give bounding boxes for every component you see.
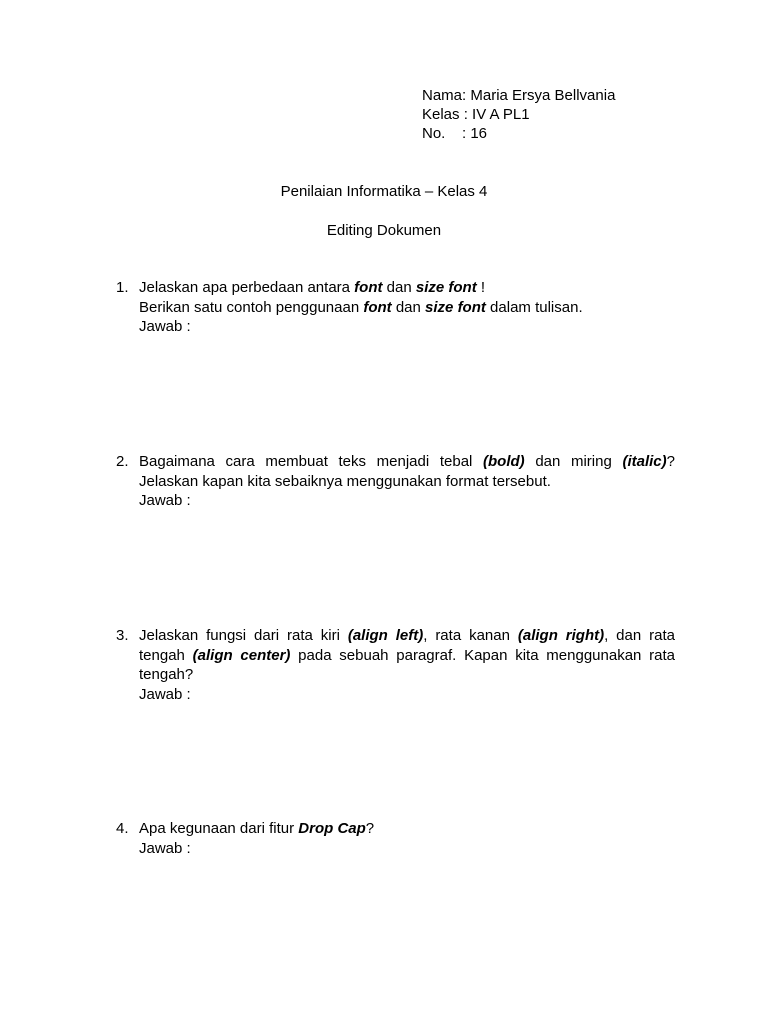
question-3-term-align-center: (align center) [192, 646, 291, 664]
class-line: Kelas : IV A PL1 [422, 106, 530, 123]
nama-value: Maria Ersya Bellvania [470, 87, 616, 104]
question-4 [139, 819, 675, 858]
question-3-answer-label: Jawab : [139, 685, 191, 703]
question-1-text: Berikan satu contoh penggunaan [139, 298, 364, 316]
question-4-answer-label: Jawab : [139, 839, 191, 857]
question-4-text-block [139, 819, 675, 839]
question-2-number: 2. [116, 453, 129, 470]
question-1-term-font: font [363, 298, 392, 316]
question-1-text: dan [382, 279, 416, 296]
page-title: Penilaian Informatika – Kelas 4 [280, 183, 488, 200]
question-1-number: 1. [116, 279, 129, 296]
question-2-text: Bagaimana cara membuat teks menjadi tebal [139, 453, 484, 470]
question-3-text: , dan rata tengah [139, 627, 675, 664]
question-1-line-1 [139, 278, 675, 298]
question-1 [139, 278, 675, 337]
question-1-line-2 [139, 298, 675, 318]
question-1-answer-label: Jawab : [139, 318, 191, 335]
question-1-term-font: font [354, 279, 383, 296]
question-3-text: Jelaskan fungsi dari rata kiri [139, 627, 348, 644]
question-3-term-align-right: (align right) [517, 627, 605, 644]
question-1-text: ! [476, 279, 486, 296]
page-subtitle: Editing Dokumen [326, 222, 442, 239]
question-4-number: 4. [116, 820, 129, 837]
question-2-text: dan miring [524, 453, 623, 470]
question-2 [139, 452, 675, 511]
no-label: No. [422, 125, 446, 142]
question-2-answer-label: Jawab : [139, 492, 191, 509]
question-1-term-size-font: size font [425, 298, 486, 316]
question-3-text: , rata kanan [423, 627, 518, 644]
question-2-text-block [139, 452, 675, 491]
question-2-term-bold: (bold) [483, 453, 525, 470]
question-1-text: dalam tulisan. [485, 298, 583, 316]
question-3-term-align-left: (align left) [347, 627, 424, 644]
question-3-text: pada sebuah paragraf. Kapan kita menggunakan rata tengah? [139, 646, 675, 683]
question-1-text: dan [391, 298, 426, 316]
question-1-term-size-font: size font [415, 279, 477, 296]
question-3-text-block [139, 626, 675, 685]
question-4-text: ? [365, 820, 375, 837]
question-3 [139, 626, 675, 704]
question-4-term-drop-cap: Drop Cap [298, 820, 366, 837]
kelas-value: IV A PL1 [472, 106, 530, 123]
question-4-text: Apa kegunaan dari fitur [139, 820, 299, 837]
question-3-number: 3. [116, 627, 129, 644]
no-value: 16 [470, 125, 488, 142]
kelas-label: Kelas [422, 106, 460, 123]
nama-label: Nama [422, 87, 463, 104]
question-2-term-italic: (italic) [622, 453, 667, 470]
question-1-text: Jelaskan apa perbedaan antara [139, 279, 355, 296]
question-2-text: ? Jelaskan kapan kita sebaiknya menggunakan format tersebut. [139, 453, 675, 490]
number-line: No. : 16 [422, 125, 488, 142]
name-line: Nama: Maria Ersya Bellvania [422, 87, 616, 104]
